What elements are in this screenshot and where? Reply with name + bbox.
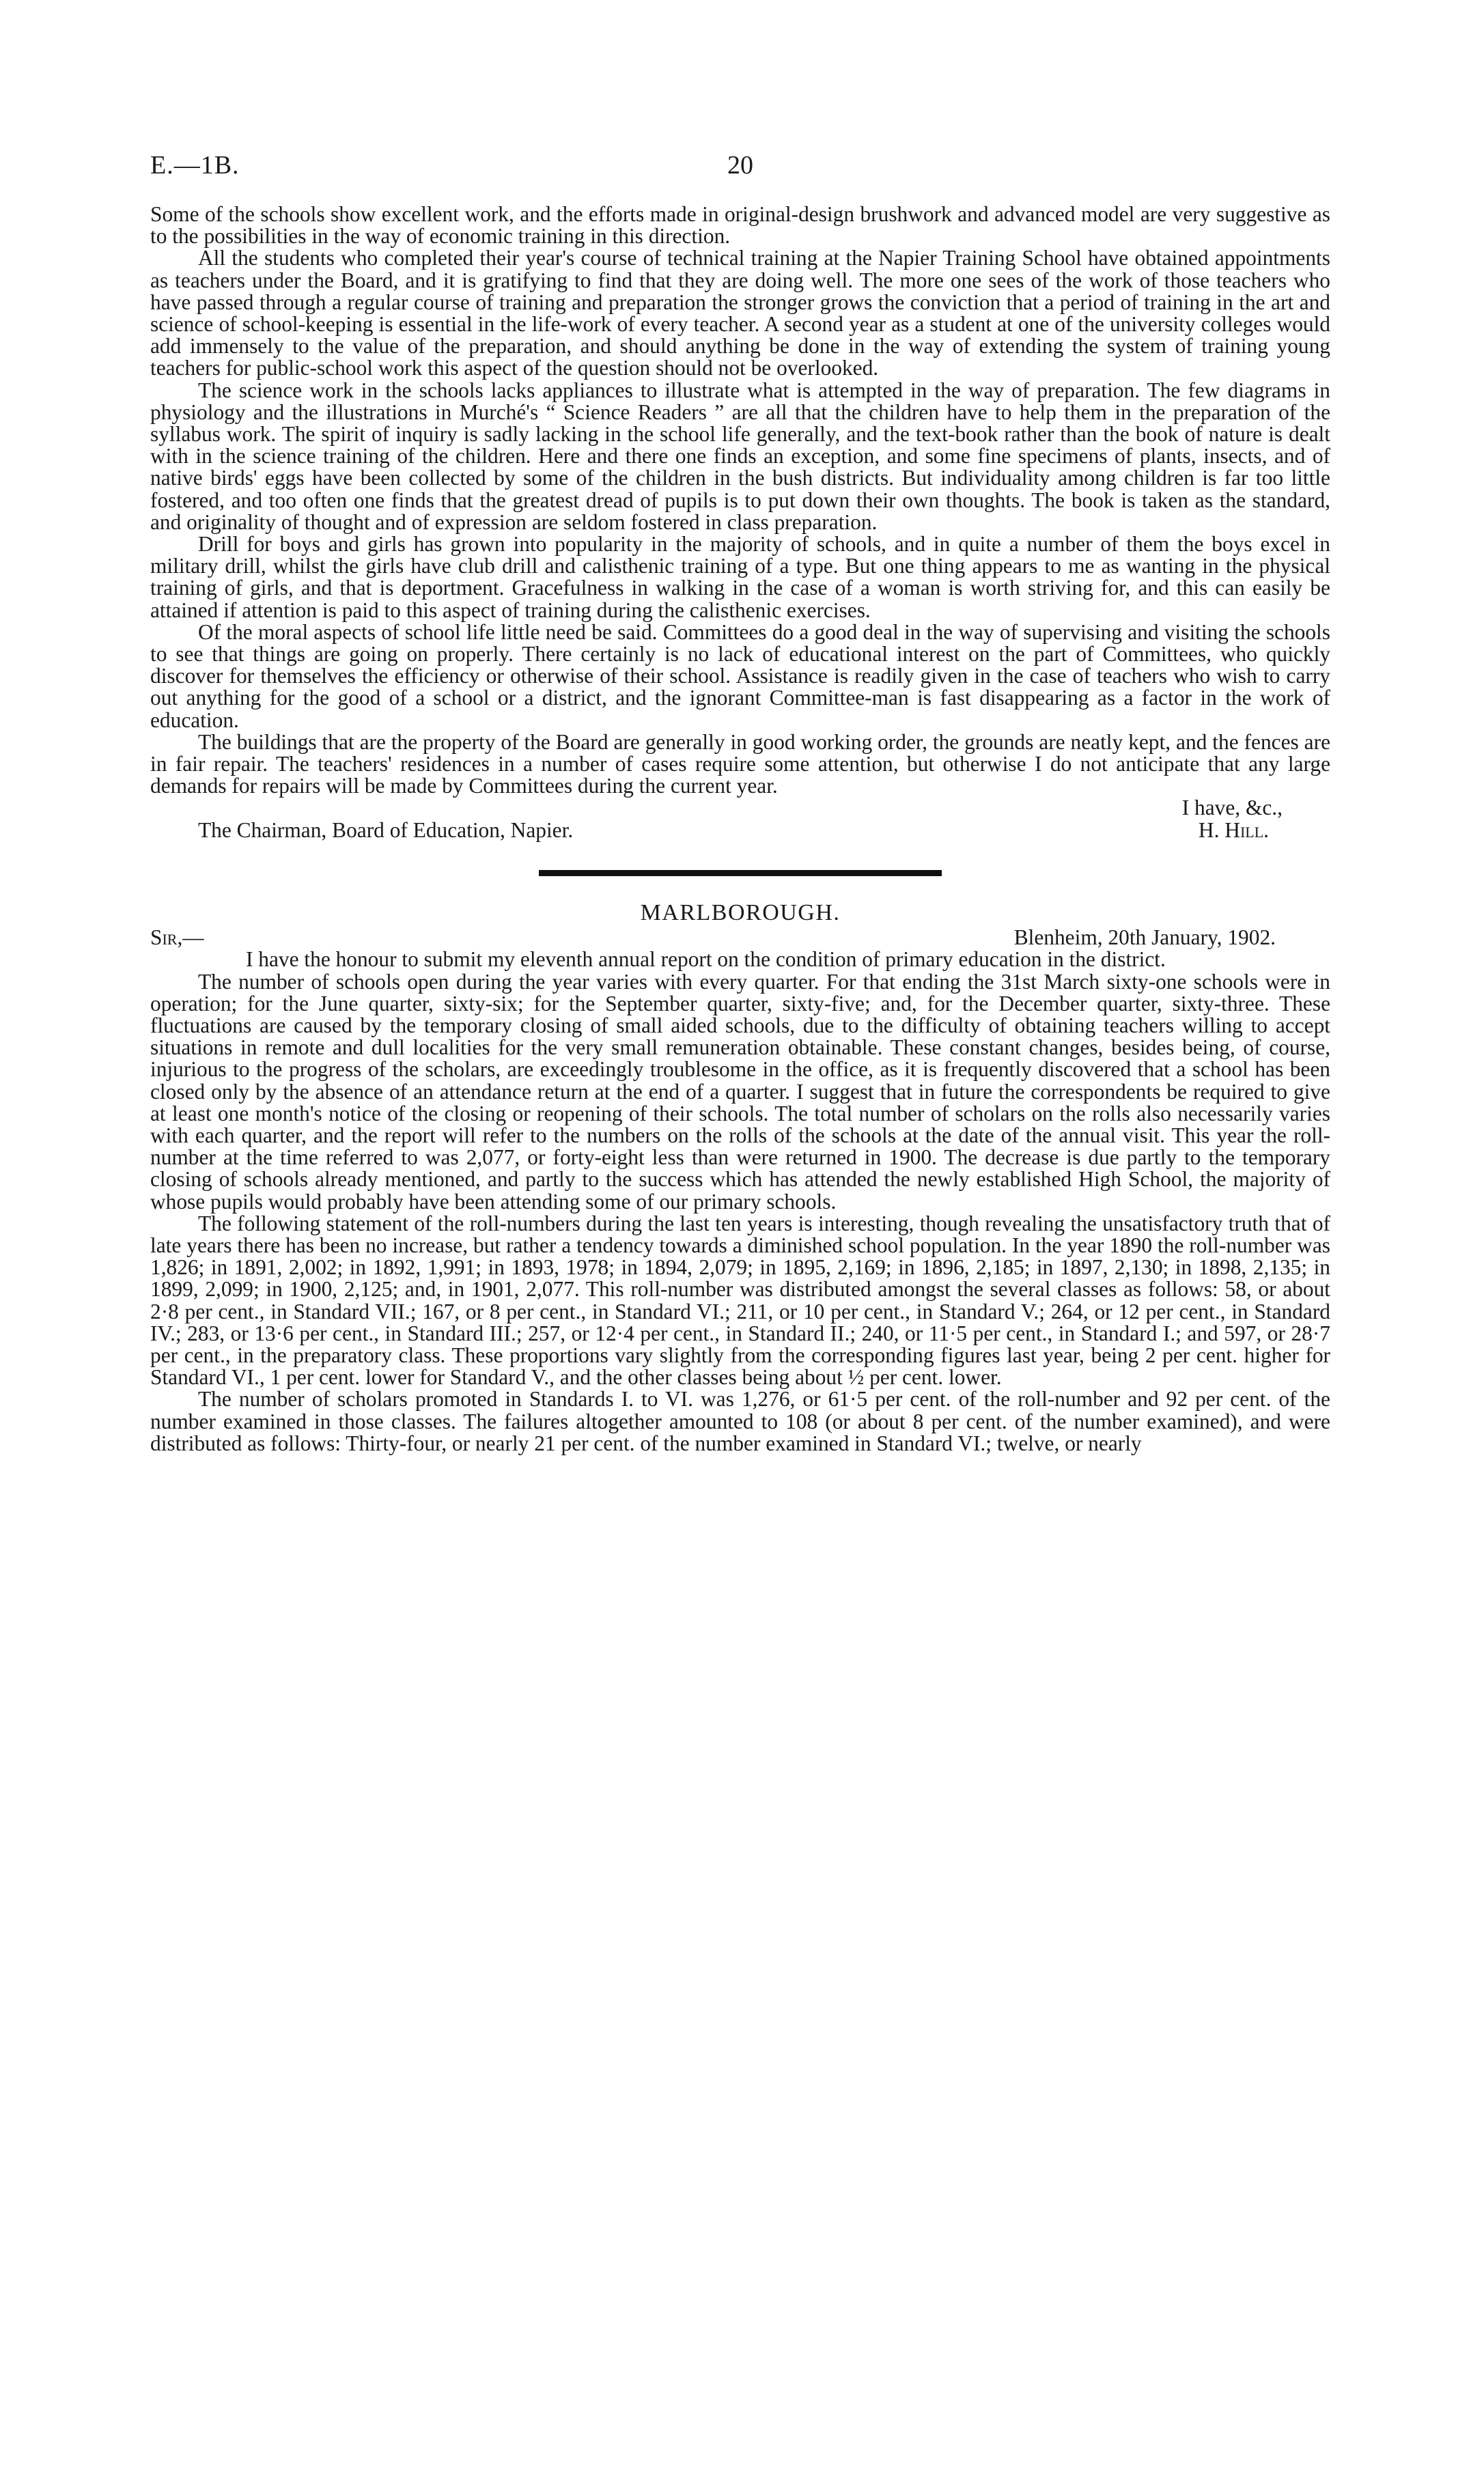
closing-text: I have, &c.,	[1181, 796, 1283, 820]
salutation: Sir,—	[150, 925, 204, 950]
closing-row	[150, 797, 1330, 819]
body-text	[150, 204, 1330, 1455]
section-title: MARLBOROUGH.	[640, 899, 841, 925]
signature: H. Hill.	[1198, 817, 1269, 842]
signature-row	[150, 819, 1330, 841]
paragraph: All the students who completed their year's course of technical training at the Napier Training School have obtained appointments as teachers under the Board, and it is gratifying to find that they are doing well. The more one sees of the work of those teachers who have passed through a regular course of training and preparation the stronger grows the conviction that a period of training in the art and science of school-keeping is essential in the life-work of every teacher. A second year as a student at one of the university colleges would add immensely to the value of the preparation, and should anything be done in the way of extending the system of training young teachers for public-school work this aspect of the question should not be overlooked.	[150, 246, 1330, 380]
paragraph: I have the honour to submit my eleventh annual report on the condition of primary education in the district.	[246, 947, 1166, 972]
salutation-row	[150, 927, 1330, 949]
document-page	[150, 0, 1330, 2468]
paragraph: The buildings that are the property of the Board are generally in good working order, the grounds are neatly kept, and the fences are in fair repair. The teachers' residences in a number of cases require some attention, but otherwise I do not anticipate that any large demands for repairs will be made by Committees during the current year.	[150, 729, 1330, 798]
document-reference: E.—1B.	[150, 151, 240, 180]
paragraph: The number of scholars promoted in Standards I. to VI. was 1,276, or 61·5 per cent. of the roll-number and 92 per cent. of the number examined in those classes. The failures altogether amounted to 108 (or about 8 per cent. of the number examined), and were distributed as follows: Thirty-four, or nearly 21 per cent. of the number examined in Standard VI.; twelve, or nearly	[150, 1387, 1330, 1455]
addressee: The Chairman, Board of Education, Napier.	[198, 817, 574, 842]
paragraph: Of the moral aspects of school life little need be said. Committees do a good deal in the way of supervising and visiting the schools to see that things are going on properly. There certainly is no lack of educational interest on the part of Committees, who quickly discover for themselves the efficiency or otherwise of their school. Assistance is readily given in the case of teachers who wish to carry out anything for the good of a school or a district, and the ignorant Committee-man is fast disappearing as a factor in the work of education.	[150, 619, 1330, 732]
page-number: 20	[727, 151, 753, 180]
paragraph: The science work in the schools lacks appliances to illustrate what is attempted in the way of preparation. The few diagrams in physiology and the illustrations in Murché's “ Science Readers ” are all that the children have to help them in the preparation of the syllabus work. The spirit of inquiry is sadly lacking in the school life generally, and the text-book rather than the book of nature is dealt with in the science training of the children. Here and there one finds an exception, and some fine specimens of plants, insects, and of native birds' eggs have been collected by some of the children in the bush districts. But individuality among children is far too little fostered, and too often one finds that the greatest dread of pupils is to put down their own thoughts. The book is taken as the standard, and originality of thought and of expression are seldom fostered in class preparation.	[150, 378, 1330, 534]
paragraph: Some of the schools show excellent work, and the efforts made in original-design brushwork and advanced model are very suggestive as to the possibilities in the way of economic training in this direction.	[150, 202, 1330, 249]
paragraph: The number of schools open during the year varies with every quarter. For that ending the 31st March sixty-one schools were in operation; for the June quarter, sixty-six; for the September quarter, sixty-five; and, for the December quarter, sixty-three. These fluctuations are caused by the temporary closing of small aided schools, due to the difficulty of obtaining teachers willing to accept situations in remote and dull localities for the very small remuneration obtainable. These constant changes, besides being, of course, injurious to the progress of the scholars, are exceedingly troublesome in the office, as it is frequently discovered that a school has been closed only by the absence of an attendance return at the end of a quarter. I suggest that in future the correspondents be required to give at least one month's notice of the closing or reopening of their schools. The total number of scholars on the rolls also necessarily varies with each quarter, and the report will refer to the numbers on the rolls of the schools at the date of the annual visit. This year the roll-number at the time referred to was 2,077, or forty-eight less than were returned in 1900. The decrease is due partly to the temporary closing of schools already mentioned, and partly to the success which has attended the newly established High School, the majority of whose pupils would probably have been attending some of our primary schools.	[150, 969, 1330, 1214]
place-date: Blenheim, 20th January, 1902.	[1013, 925, 1276, 950]
paragraph: Drill for boys and girls has grown into popularity in the majority of schools, and in quite a number of them the boys excel in military drill, whilst the girls have club drill and calisthenic training of a type. But one thing appears to me as wanting in the physical training of girls, and that is deportment. Gracefulness in walking in the case of a woman is worth striving for, and this can easily be attained if attention is paid to this aspect of training during the calisthenic exercises.	[150, 532, 1330, 622]
paragraph: The following statement of the roll-numbers during the last ten years is interesting, though revealing the unsatisfactory truth that of late years there has been no increase, but rather a tendency towards a diminished school population. In the year 1890 the roll-number was 1,826; in 1891, 2,002; in 1892, 1,991; in 1893, 1978; in 1894, 2,079; in 1895, 2,169; in 1896, 2,185; in 1897, 2,130; in 1898, 2,135; in 1899, 2,099; in 1900, 2,125; and, in 1901, 2,077. This roll-number was distributed amongst the several classes as follows: 58, or about 2·8 per cent., in Standard VII.; 167, or 8 per cent., in Standard VI.; 211, or 10 per cent., in Standard V.; 264, or 12 per cent., in Standard IV.; 283, or 13·6 per cent., in Standard III.; 257, or 12·4 per cent., in Standard II.; 240, or 11·5 per cent., in Standard I.; and 597, or 28·7 per cent., in the preparatory class. These proportions vary slightly from the corresponding figures last year, being 2 per cent. higher for Standard VI., 1 per cent. lower for Standard V., and the other classes being about ½ per cent. lower.	[150, 1211, 1330, 1390]
section-divider	[539, 870, 942, 876]
page-header	[150, 150, 1330, 191]
